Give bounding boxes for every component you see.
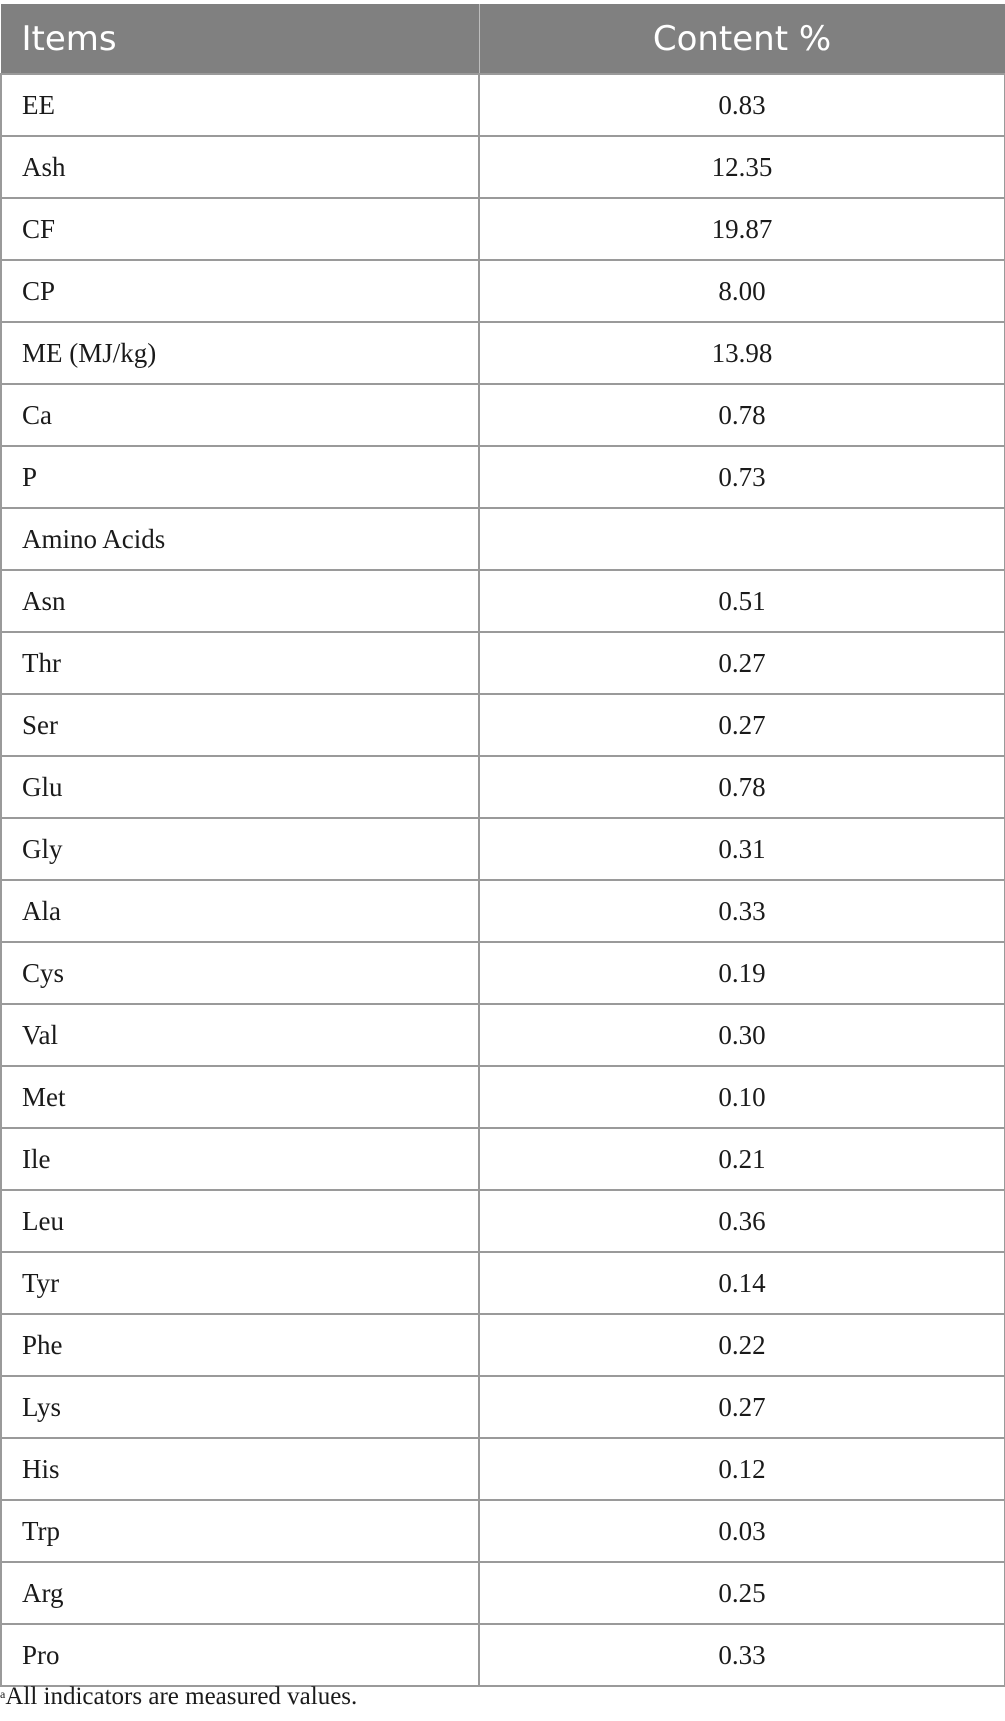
- table-row: [1, 1500, 1005, 1562]
- table-row: [1, 632, 1005, 694]
- table-row: [1, 880, 1005, 942]
- row-content-value: 0.33: [479, 1624, 1005, 1686]
- row-content-value: [479, 508, 1005, 570]
- row-content-value: 0.03: [479, 1500, 1005, 1562]
- row-item-name: Val: [1, 1004, 479, 1066]
- row-item-name: P: [1, 446, 479, 508]
- row-item-name: Pro: [1, 1624, 479, 1686]
- row-item-name: Ca: [1, 384, 479, 446]
- row-item-name: Amino Acids: [1, 508, 479, 570]
- table-row: [1, 1376, 1005, 1438]
- row-content-value: 0.12: [479, 1438, 1005, 1500]
- row-item-name: Ser: [1, 694, 479, 756]
- footnote-marker: a: [0, 1687, 6, 1701]
- row-item-name: Ala: [1, 880, 479, 942]
- row-content-value: 0.33: [479, 880, 1005, 942]
- row-content-value: 12.35: [479, 136, 1005, 198]
- table-row: [1, 384, 1005, 446]
- row-item-name: His: [1, 1438, 479, 1500]
- table-row: [1, 260, 1005, 322]
- table-row: [1, 756, 1005, 818]
- table-row: [1, 198, 1005, 260]
- table-row: [1, 570, 1005, 632]
- table-header-row: [1, 5, 1005, 75]
- row-content-value: 13.98: [479, 322, 1005, 384]
- row-item-name: CP: [1, 260, 479, 322]
- table-row: [1, 942, 1005, 1004]
- row-item-name: Cys: [1, 942, 479, 1004]
- row-content-value: 0.78: [479, 384, 1005, 446]
- header-items: Items: [1, 5, 479, 75]
- row-content-value: 0.31: [479, 818, 1005, 880]
- table-row: [1, 1004, 1005, 1066]
- row-content-value: 19.87: [479, 198, 1005, 260]
- table-body: [1, 74, 1005, 1686]
- row-content-value: 0.25: [479, 1562, 1005, 1624]
- row-item-name: ME (MJ/kg): [1, 322, 479, 384]
- row-item-name: CF: [1, 198, 479, 260]
- table-footnote: [0, 1683, 357, 1711]
- row-content-value: 0.36: [479, 1190, 1005, 1252]
- row-content-value: 0.51: [479, 570, 1005, 632]
- row-content-value: 0.27: [479, 632, 1005, 694]
- row-content-value: 8.00: [479, 260, 1005, 322]
- row-content-value: 0.83: [479, 74, 1005, 136]
- table-row: [1, 1066, 1005, 1128]
- row-item-name: Leu: [1, 1190, 479, 1252]
- row-content-value: 0.30: [479, 1004, 1005, 1066]
- table-row: [1, 694, 1005, 756]
- row-item-name: Asn: [1, 570, 479, 632]
- footnote-text: All indicators are measured values.: [5, 1683, 358, 1710]
- row-item-name: Ile: [1, 1128, 479, 1190]
- row-content-value: 0.19: [479, 942, 1005, 1004]
- table-row: [1, 74, 1005, 136]
- row-content-value: 0.73: [479, 446, 1005, 508]
- row-item-name: Tyr: [1, 1252, 479, 1314]
- row-item-name: Thr: [1, 632, 479, 694]
- table-row: [1, 1128, 1005, 1190]
- row-item-name: EE: [1, 74, 479, 136]
- row-item-name: Glu: [1, 756, 479, 818]
- table-row: [1, 446, 1005, 508]
- row-content-value: 0.21: [479, 1128, 1005, 1190]
- table-row: [1, 1624, 1005, 1686]
- table-row: [1, 818, 1005, 880]
- nutrient-content-table: [0, 4, 1005, 1687]
- row-content-value: 0.22: [479, 1314, 1005, 1376]
- table-row: [1, 1314, 1005, 1376]
- row-item-name: Gly: [1, 818, 479, 880]
- table-row: [1, 136, 1005, 198]
- row-item-name: Arg: [1, 1562, 479, 1624]
- table-row: [1, 1562, 1005, 1624]
- table-row: [1, 1190, 1005, 1252]
- row-item-name: Lys: [1, 1376, 479, 1438]
- row-content-value: 0.10: [479, 1066, 1005, 1128]
- table-row: [1, 1252, 1005, 1314]
- row-item-name: Ash: [1, 136, 479, 198]
- row-content-value: 0.27: [479, 694, 1005, 756]
- nutrient-table-container: [0, 4, 1005, 1687]
- row-item-name: Phe: [1, 1314, 479, 1376]
- row-content-value: 0.27: [479, 1376, 1005, 1438]
- table-row: [1, 1438, 1005, 1500]
- row-content-value: 0.78: [479, 756, 1005, 818]
- header-content-percent: Content %: [479, 5, 1005, 75]
- table-row: [1, 322, 1005, 384]
- row-item-name: Met: [1, 1066, 479, 1128]
- row-content-value: 0.14: [479, 1252, 1005, 1314]
- table-row: [1, 508, 1005, 570]
- row-item-name: Trp: [1, 1500, 479, 1562]
